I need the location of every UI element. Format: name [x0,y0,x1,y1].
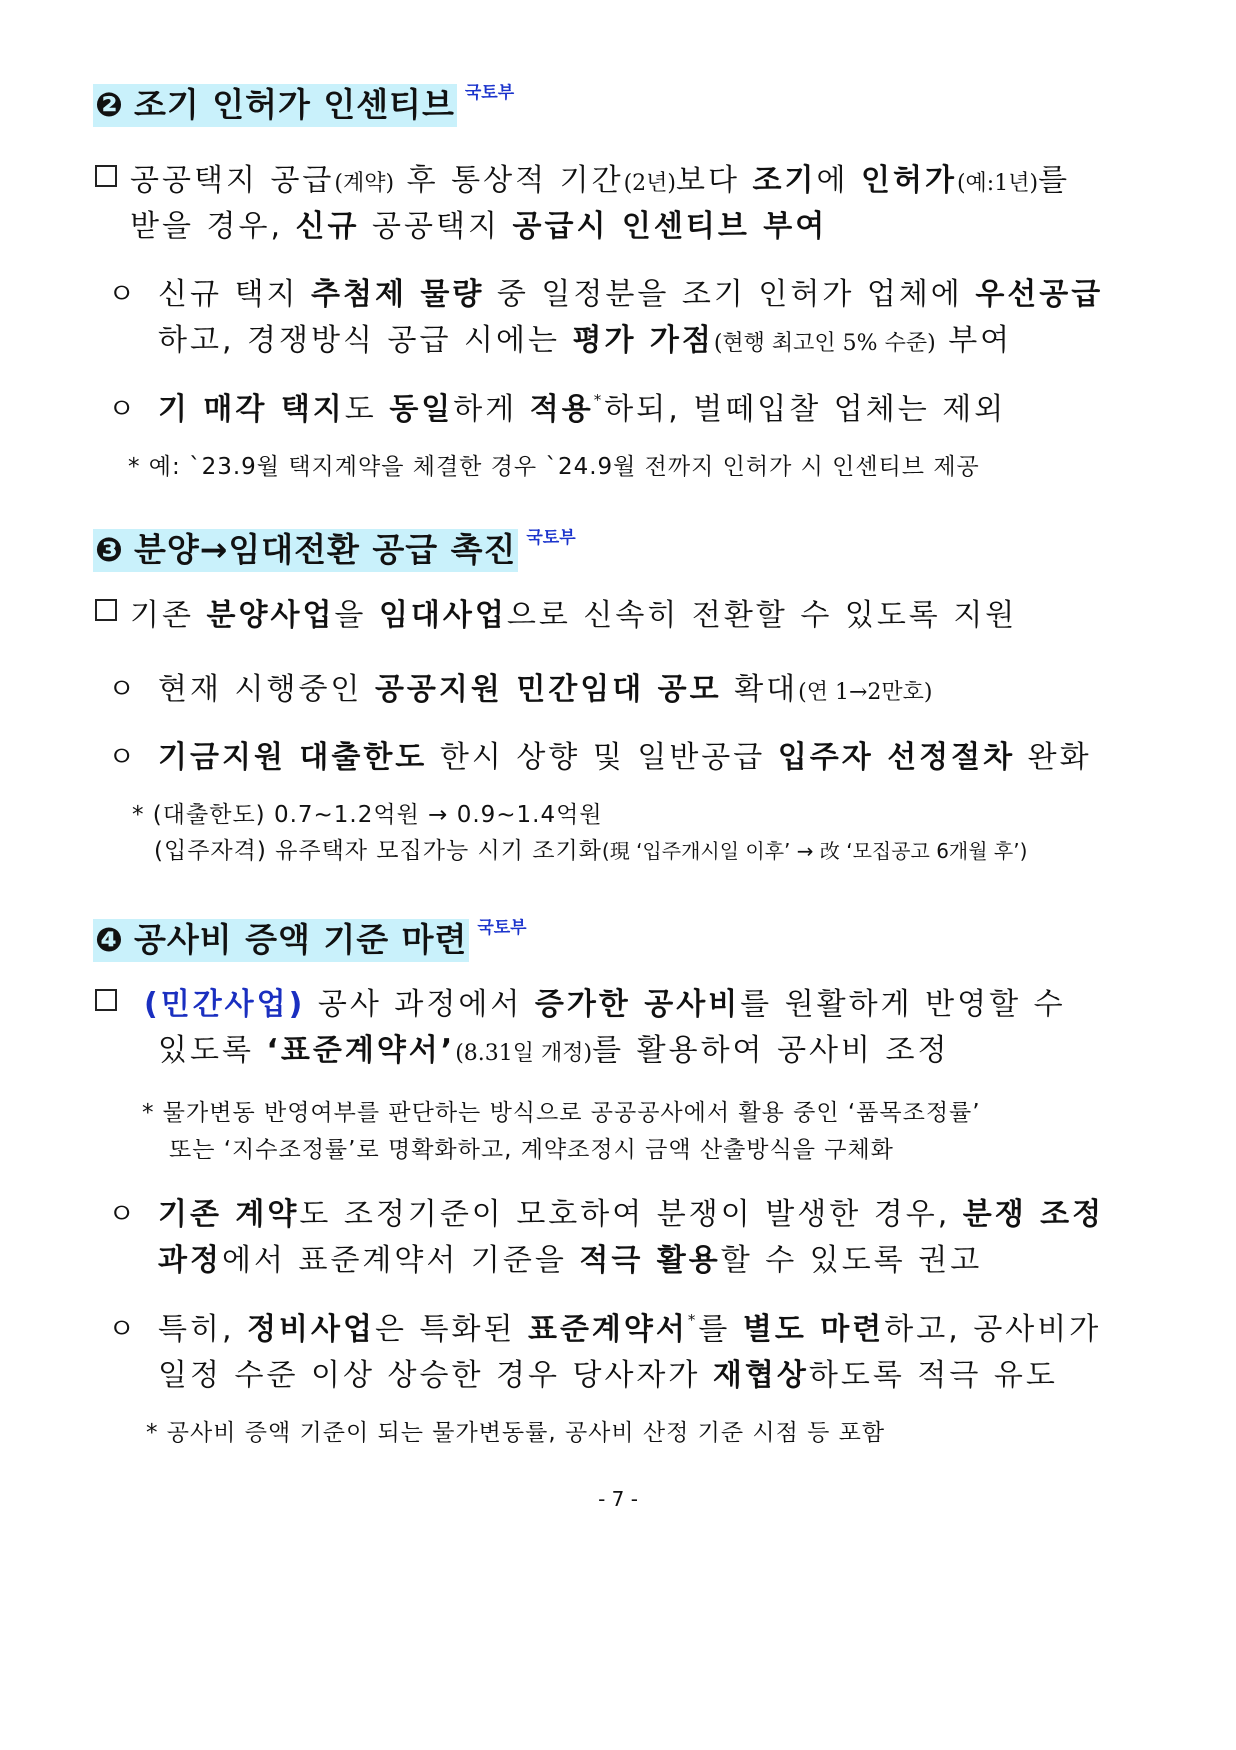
text: 별도 마련 [742,1312,885,1347]
text: (현행 최고인 5% 수준) [713,331,936,356]
section-3-dept: 국토부 [526,528,576,548]
text: 하도록 적극 유도 [808,1358,1058,1393]
text: 평가 가점 [572,323,714,358]
section-4-paragraph-2-line-1 [158,1189,1104,1233]
text: 임대사업 [378,598,507,633]
text: 현재 시행중인 [158,672,375,707]
text: (現 ‘입주개시일 이후’ → 改 ‘모집공고 6개월 후’) [601,839,1028,863]
text: 공공지원 민간임대 공모 [374,672,722,707]
text: 분양사업 [206,598,335,633]
section-3-number: ❸ [95,530,124,569]
text: 으로 신속히 전환할 수 있도록 지원 [506,598,1018,633]
text: 에서 표준계약서 기준을 [221,1243,580,1278]
text: 도 [344,392,390,427]
text: 신규 택지 [158,277,311,312]
text: 부여 [935,323,1013,358]
text: 신규 [295,209,360,244]
text: 입주자 선정절차 [777,740,1016,775]
text: 도 조정기준이 모호하여 분쟁이 발생한 경우, [299,1197,963,1232]
text: 공공택지 [359,209,513,244]
section-4-note-2: * 공사비 증액 기준이 되는 물가변동률, 공사비 산정 기준 시점 등 포함 [146,1420,886,1446]
checkbox-square-icon [95,989,117,1011]
circle-bullet-icon: ㅇ [108,1312,136,1345]
section-4-paragraph-1-line-2 [158,1025,950,1069]
section-3-paragraph-2 [158,664,933,708]
text: 기존 계약 [158,1197,300,1232]
footnote-marker: * [687,1311,699,1329]
section-4-heading [93,913,527,961]
section-4-paragraph-3-line-2 [158,1350,1058,1394]
section-4-title: 공사비 증액 기준 마련 [133,920,468,959]
text: 를 [698,1312,743,1347]
text: 하고, 경쟁방식 공급 시에는 [158,323,573,358]
text: (계약) [334,171,395,196]
section-2-number: ❷ [95,85,124,124]
text: 중 일정분을 조기 인허가 업체에 [484,277,976,312]
text: (입주자격) 유주택자 모집가능 시기 조기화 [154,838,602,864]
text: (민간사업) [144,987,306,1022]
text: 에 [816,163,862,198]
section-3-paragraph-3 [158,732,1092,776]
text: 적극 활용 [579,1243,721,1278]
text: 공공택지 공급 [130,163,335,198]
text: 기 매각 택지 [158,392,345,427]
section-2-dept: 국토부 [464,83,515,103]
section-3-heading [93,523,576,571]
text: 조기 [752,163,817,198]
text: (예:1년) [956,171,1039,196]
text: 있도록 [158,1033,267,1068]
text: 보다 [676,163,753,198]
page-number: - 7 - [598,1487,638,1511]
text: 추첨제 물량 [311,277,485,312]
section-4-number: ❹ [95,920,124,959]
text: 후 통상적 기간 [394,163,624,198]
section-4-paragraph-3-line-1 [158,1304,1101,1348]
text: 받을 경우, [130,209,296,244]
text: 공급시 인센티브 부여 [512,209,828,244]
section-2-paragraph-2-line-2 [158,315,1012,359]
text: 할 수 있도록 권고 [720,1243,983,1278]
text: 한시 상향 및 일반공급 [427,740,778,775]
text: 하고, 공사비가 [884,1312,1102,1347]
section-2-paragraph-2-line-1 [158,269,1103,313]
section-3-note-1: * (대출한도) 0.7~1.2억원 → 0.9~1.4억원 [132,802,603,828]
section-4-dept: 국토부 [477,918,527,938]
text: 분쟁 조정 [962,1197,1105,1232]
text: 일정 수준 이상 상승한 경우 당사자가 [158,1358,713,1393]
section-2-title: 조기 인허가 인센티브 [133,85,455,124]
text: 동일 [389,392,454,427]
text: 공사 과정에서 [305,987,535,1022]
text: (8.31일 개정) [455,1041,593,1066]
checkbox-square-icon [95,599,117,621]
text: (2년) [623,171,677,196]
text: 하되, 벌떼입찰 업체는 제외 [604,392,1007,427]
text: 확대 [721,672,799,707]
section-3-title: 분양→임대전환 공급 촉진 [133,530,517,569]
section-2-paragraph-1-line-2 [130,201,827,245]
text: 특히, [158,1312,248,1347]
section-4-note-1-line-1: * 물가변동 반영여부를 판단하는 방식으로 공공공사에서 활용 중인 ‘품목조정률’ [142,1100,981,1126]
text: 정비사업 [247,1312,375,1347]
text: 을 [334,598,379,633]
circle-bullet-icon: ㅇ [108,277,136,310]
section-4-paragraph-2-line-2 [158,1235,982,1279]
text: 완화 [1015,740,1092,775]
text: 인허가 [861,163,957,198]
text: 를 원활하게 반영할 수 [740,987,1066,1022]
text: 은 특화된 [374,1312,528,1347]
text: 하게 [453,392,530,427]
circle-bullet-icon: ㅇ [108,392,136,425]
text: 증가한 공사비 [534,987,741,1022]
text: 기금지원 대출한도 [158,740,428,775]
text: 기존 [130,598,207,633]
circle-bullet-icon: ㅇ [108,672,136,705]
text: 를 활용하여 공사비 조정 [592,1033,950,1068]
section-2-note: * 예: `23.9월 택지계약을 체결한 경우 `24.9월 전까지 인허가 시 인센티브 제공 [128,454,980,480]
circle-bullet-icon: ㅇ [108,1197,136,1230]
text: 재협상 [712,1358,809,1393]
section-2-paragraph-1-line-1 [130,155,1070,199]
footnote-marker: * [593,391,605,409]
text: 적용 [529,392,594,427]
checkbox-square-icon [95,165,117,187]
text: 우선공급 [975,277,1104,312]
section-2-paragraph-3 [158,384,1006,428]
circle-bullet-icon: ㅇ [108,740,136,773]
section-4-note-1-line-2: 또는 ‘지수조정률’로 명확화하고, 계약조정시 금액 산출방식을 구체화 [169,1137,894,1163]
section-3-paragraph-1 [130,590,1017,634]
text: (연 1→2만호) [798,680,933,705]
section-2-heading [93,78,514,126]
text: 를 [1038,163,1071,198]
section-3-note-2 [154,832,1027,865]
text: 표준계약서 [527,1312,688,1347]
section-4-paragraph-1-line-1 [144,979,1066,1023]
text: ‘표준계약서’ [266,1033,456,1068]
text: 과정 [158,1243,222,1278]
